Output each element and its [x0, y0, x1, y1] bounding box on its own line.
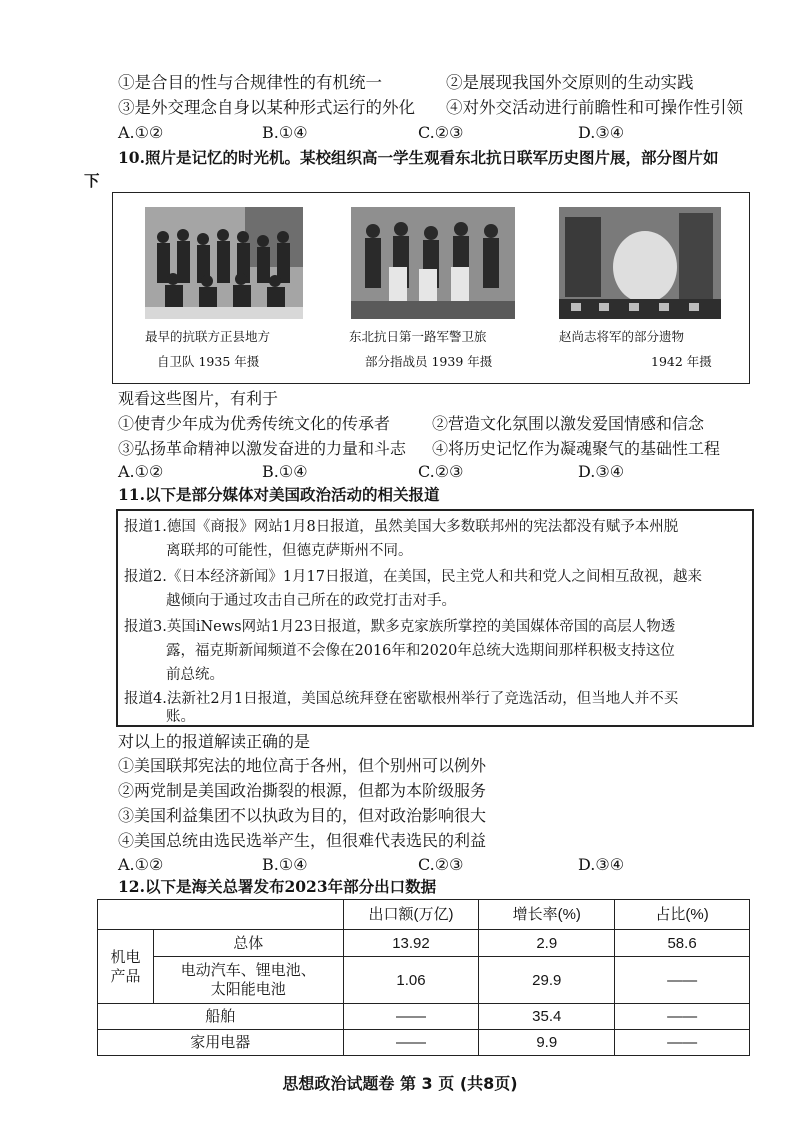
photo-2-caption-line1: 东北抗日第一路军警卫旅 — [349, 329, 487, 344]
q10-statement-1: ①使青少年成为优秀传统文化的传承者 — [118, 414, 391, 433]
photo-1-caption-line2: 自卫队 1935 年摄 — [157, 354, 260, 369]
photo-2-image — [351, 207, 515, 319]
q9-option-a: A.①② — [118, 123, 164, 142]
photo-3-image — [559, 207, 721, 319]
photo-3-caption-line1: 赵尚志将军的部分遗物 — [559, 329, 685, 344]
q9-statement-2: ②是展现我国外交原则的生动实践 — [446, 73, 694, 92]
q10-stem-cont: 下 — [84, 171, 100, 190]
cell-appliances-share: —— — [615, 1030, 750, 1056]
q10-option-c: C.②③ — [418, 462, 464, 481]
q10-stem: 10.照片是记忆的时光机。某校组织高一学生观看东北抗日联军历史图片展，部分图片如 — [118, 148, 719, 167]
cell-appliances-export: —— — [343, 1030, 479, 1056]
q10-prompt: 观看这些图片，有利于 — [118, 389, 279, 408]
table-row — [98, 1004, 750, 1030]
q11-option-d: D.③④ — [578, 855, 625, 874]
cell-overall-growth: 2.9 — [479, 930, 615, 957]
q9-option-b: B.①④ — [262, 123, 308, 142]
q9-option-d: D.③④ — [578, 123, 625, 142]
q12-stem: 12.以下是海关总署发布2023年部分出口数据 — [118, 877, 437, 896]
table-header-row — [98, 900, 750, 930]
table-row — [98, 1030, 750, 1056]
table-row — [98, 957, 750, 1004]
table-header-export-value: 出口额(万亿) — [343, 900, 479, 930]
q11-statement-3: ③美国利益集团不以执政为目的，但对政治影响很大 — [118, 806, 487, 825]
cell-new-three-share: —— — [615, 957, 750, 1004]
q11-statement-2: ②两党制是美国政治撕裂的根源，但都为本阶级服务 — [118, 781, 487, 800]
photo-1-caption-line1: 最早的抗联方正县地方 — [145, 329, 271, 344]
q10-option-b: B.①④ — [262, 462, 308, 481]
table-row — [98, 930, 750, 957]
cell-new-three-export: 1.06 — [343, 957, 479, 1004]
cell-overall-export: 13.92 — [343, 930, 479, 957]
table-header-blank — [98, 900, 344, 930]
row-label-appliances: 家用电器 — [98, 1030, 344, 1056]
cell-ships-export: —— — [343, 1004, 479, 1030]
page-footer: 思想政治试题卷 第 3 页 (共8页) — [282, 1074, 518, 1093]
export-data-table — [97, 899, 750, 1056]
cell-ships-share: —— — [615, 1004, 750, 1030]
q9-statement-3: ③是外交理念自身以某种形式运行的外化 — [118, 98, 415, 117]
q11-option-c: C.②③ — [418, 855, 464, 874]
report-1-line2: 离联邦的可能性，但德克萨斯州不同。 — [166, 543, 413, 559]
cell-new-three-growth: 29.9 — [479, 957, 615, 1004]
row-label-ships: 船舶 — [98, 1004, 344, 1030]
q10-option-a: A.①② — [118, 462, 164, 481]
photo-panel — [112, 192, 750, 384]
q9-option-c: C.②③ — [418, 123, 464, 142]
row-label-new-three-line2: 太阳能电池 — [210, 981, 286, 998]
q10-statement-2: ②营造文化氛围以激发爱国情感和信念 — [432, 414, 705, 433]
report-3-line3: 前总统。 — [166, 667, 224, 683]
cell-ships-growth: 35.4 — [479, 1004, 615, 1030]
cell-overall-share: 58.6 — [615, 930, 750, 957]
q10-option-d: D.③④ — [578, 462, 625, 481]
report-2-line1: 报道2.《日本经济新闻》1月17日报道，在美国，民主党人和共和党人之间相互敌视，越来 — [124, 569, 703, 585]
table-header-share: 占比(%) — [615, 900, 750, 930]
group-label-line1: 机电 — [110, 948, 141, 966]
photo-3-caption-line2: 1942 年摄 — [651, 354, 712, 369]
q11-option-b: B.①④ — [262, 855, 308, 874]
q9-statement-1: ①是合目的性与合规律性的有机统一 — [118, 73, 382, 92]
group-label-line2: 产品 — [110, 967, 141, 985]
photo-1-image — [145, 207, 303, 319]
q9-statement-4: ④对外交活动进行前瞻性和可操作性引领 — [446, 98, 743, 117]
q10-statement-3: ③弘扬革命精神以激发奋进的力量和斗志 — [118, 439, 407, 458]
q11-statement-1: ①美国联邦宪法的地位高于各州，但个别州可以例外 — [118, 756, 487, 775]
q10-statement-4: ④将历史记忆作为凝魂聚气的基础性工程 — [432, 439, 721, 458]
table-header-growth-rate: 增长率(%) — [479, 900, 615, 930]
q11-stem: 11.以下是部分媒体对美国政治活动的相关报道 — [118, 485, 440, 504]
report-3-line2: 露，福克斯新闻频道不会像在2016年和2020年总统大选期间那样积极支持这位 — [166, 643, 675, 659]
report-4-line2: 账。 — [166, 709, 195, 725]
photo-2-caption-line2: 部分指战员 1939 年摄 — [365, 354, 493, 369]
report-2-line2: 越倾向于通过攻击自己所在的政党打击对手。 — [166, 593, 456, 609]
cell-appliances-growth: 9.9 — [479, 1030, 615, 1056]
row-label-overall: 总体 — [153, 930, 343, 957]
report-3-line1: 报道3.英国iNews网站1月23日报道，默多克家族所掌控的美国媒体帝国的高层人物透 — [124, 619, 676, 635]
reports-box — [116, 509, 754, 727]
row-label-new-three-line1: 电动汽车、锂电池、 — [180, 962, 316, 979]
q11-prompt: 对以上的报道解读正确的是 — [118, 732, 311, 751]
report-1-line1: 报道1.德国《商报》网站1月8日报道，虽然美国大多数联邦州的宪法都没有赋予本州脱 — [124, 519, 679, 535]
report-4-line1: 报道4.法新社2月1日报道，美国总统拜登在密歇根州举行了竞选活动，但当地人并不买 — [124, 691, 679, 707]
row-label-new-three — [153, 957, 343, 1004]
group-label-mechanical-electrical — [98, 930, 154, 1004]
q11-statement-4: ④美国总统由选民选举产生，但很难代表选民的利益 — [118, 831, 487, 850]
q11-option-a: A.①② — [118, 855, 164, 874]
